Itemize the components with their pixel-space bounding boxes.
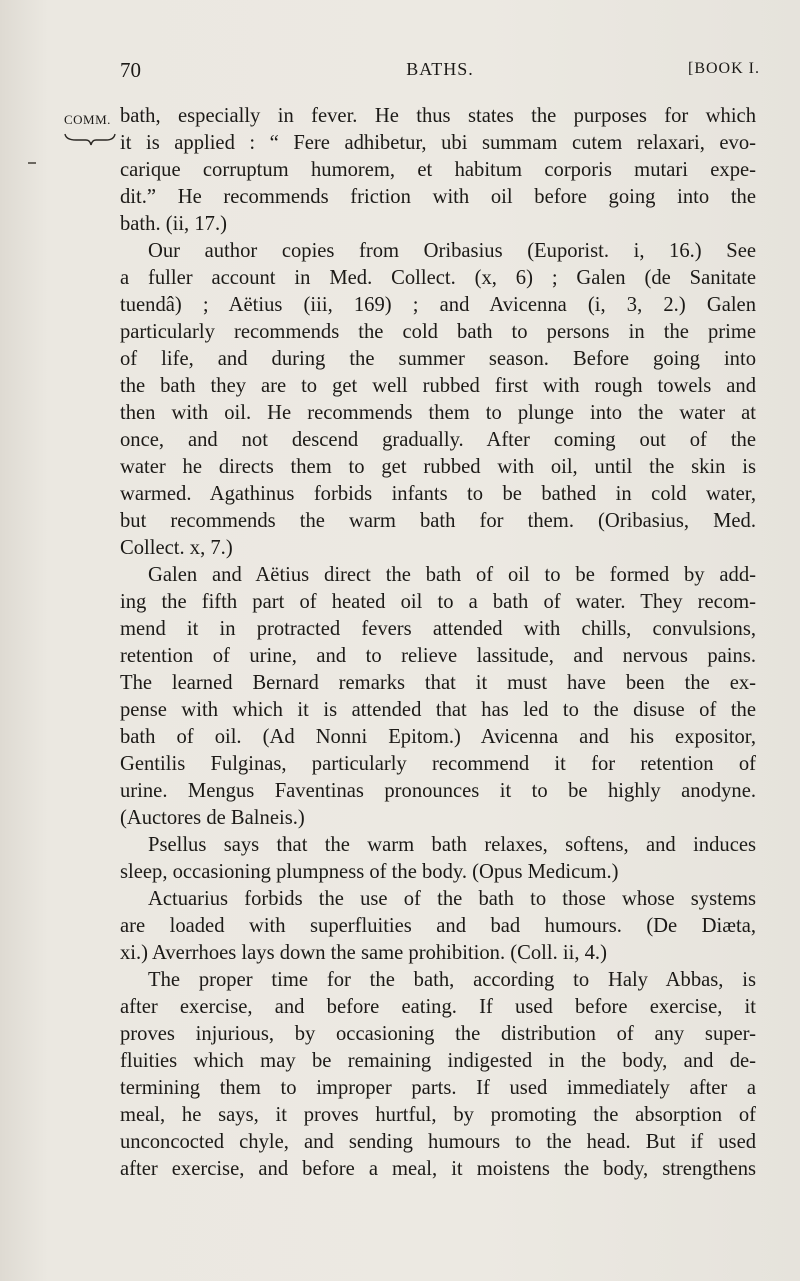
text-line: the bath they are to get well rubbed first with rough towels and (120, 375, 756, 397)
text-line: unconcocted chyle, and sending humours to the head. But if used (120, 1131, 756, 1153)
text-line: particularly recommends the cold bath to persons in the prime (120, 321, 756, 343)
running-head (120, 58, 760, 88)
text-line: urine. Mengus Faventinas pronounces it to be highly anodyne. (120, 780, 756, 802)
margin-note: COMM. (64, 112, 111, 127)
text-line: once, and not descend gradually. After coming out of the (120, 429, 756, 451)
text-line: bath of oil. (Ad Nonni Epitom.) Avicenna and his expositor, (120, 726, 756, 748)
text-line: mend it in protracted fevers attended with chills, convulsions, (120, 618, 756, 640)
text-line: xi.) Averrhoes lays down the same prohibition. (Coll. ii, 4.) (120, 942, 607, 964)
text-line: bath. (ii, 17.) (120, 213, 227, 235)
text-line: bath, especially in fever. He thus states the purposes for which (120, 105, 756, 127)
text-line: after exercise, and before eating. If used before exercise, it (120, 996, 756, 1018)
text-line: Actuarius forbids the use of the bath to those whose systems (148, 888, 756, 910)
book-reference: [BOOK I. (688, 60, 760, 77)
text-line: then with oil. He recommends them to plunge into the water at (120, 402, 756, 424)
text-line: carique corruptum humorem, et habitum corporis mutari expe- (120, 159, 756, 181)
text-line: it is applied : “ Fere adhibetur, ubi summam cutem relaxari, evo- (120, 132, 756, 154)
text-line: fluities which may be remaining indigested in the body, and de- (120, 1050, 756, 1072)
text-line: Our author copies from Oribasius (Euporist. i, 16.) See (148, 240, 756, 262)
text-line: termining them to improper parts. If used immediately after a (120, 1077, 756, 1099)
text-line: The proper time for the bath, according to Haly Abbas, is (148, 969, 756, 991)
text-line: Gentilis Fulginas, particularly recommend it for retention of (120, 753, 756, 775)
text-line: The learned Bernard remarks that it must have been the ex- (120, 672, 756, 694)
text-line: are loaded with superfluities and bad humours. (De Diæta, (120, 915, 756, 937)
text-line: (Auctores de Balneis.) (120, 807, 305, 829)
text-line: Galen and Aëtius direct the bath of oil to be formed by add- (148, 564, 756, 586)
margin-mark (28, 162, 36, 164)
page-number: 70 (120, 58, 141, 82)
text-line: after exercise, and before a meal, it moistens the body, strengthens (120, 1158, 756, 1180)
text-line: meal, he says, it proves hurtful, by promoting the absorption of (120, 1104, 756, 1126)
text-line: but recommends the warm bath for them. (Oribasius, Med. (120, 510, 756, 532)
running-title: BATHS. (406, 59, 474, 79)
text-line: retention of urine, and to relieve lassitude, and nervous pains. (120, 645, 756, 667)
text-line: warmed. Agathinus forbids infants to be bathed in cold water, (120, 483, 756, 505)
text-line: tuendâ) ; Aëtius (iii, 169) ; and Avicenna (i, 3, 2.) Galen (120, 294, 756, 316)
text-line: of life, and during the summer season. Before going into (120, 348, 756, 370)
text-line: a fuller account in Med. Collect. (x, 6) ; Galen (de Sanitate (120, 267, 756, 289)
text-line: proves injurious, by occasioning the distribution of any super- (120, 1023, 756, 1045)
text-line: ing the fifth part of heated oil to a bath of water. They recom- (120, 591, 756, 613)
text-line: Psellus says that the warm bath relaxes, softens, and induces (148, 834, 756, 856)
text-line: dit.” He recommends friction with oil before going into the (120, 186, 756, 208)
text-line: sleep, occasioning plumpness of the body. (Opus Medicum.) (120, 861, 619, 883)
text-line: water he directs them to get rubbed with oil, until the skin is (120, 456, 756, 478)
body-text (120, 103, 756, 1183)
brace-icon (64, 132, 116, 146)
text-line: Collect. x, 7.) (120, 537, 233, 559)
text-line: pense with which it is attended that has led to the disuse of the (120, 699, 756, 721)
